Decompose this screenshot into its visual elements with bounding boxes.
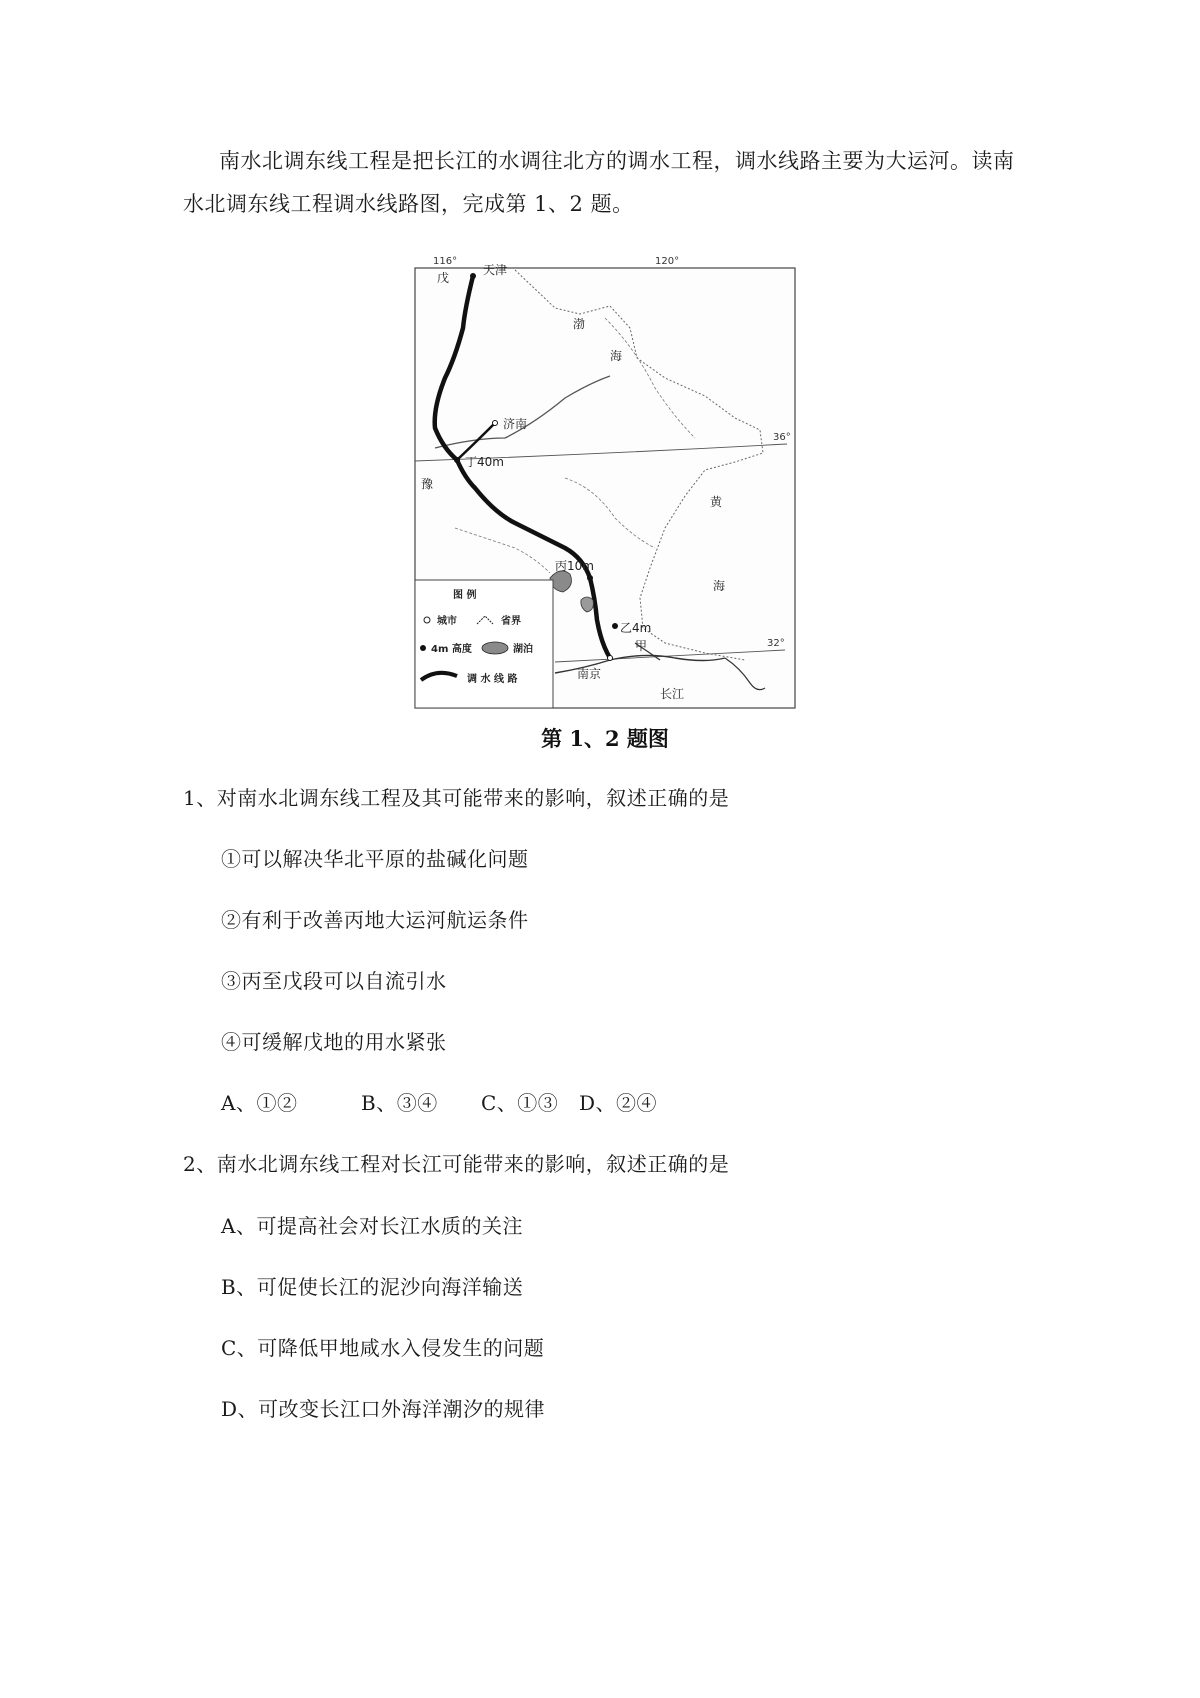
label-yi: 乙4m	[620, 621, 652, 635]
label-huanghai-1: 黄	[710, 495, 723, 509]
label-wu: 戊	[437, 271, 450, 285]
route-map-figure	[405, 248, 805, 718]
city-marker-bing	[587, 575, 593, 581]
label-tianjin: 天津	[483, 263, 508, 277]
label-jinan: 济南	[503, 417, 528, 431]
q2-stem: 2、南水北调东线工程对长江可能带来的影响，叙述正确的是	[183, 1152, 730, 1176]
lat-label-32: 32°	[767, 638, 785, 649]
lon-label-120: 120°	[655, 256, 680, 267]
lat-label-36: 36°	[773, 432, 791, 443]
legend-lake-label: 湖泊	[513, 644, 533, 655]
label-huanghai-2: 海	[713, 579, 726, 593]
q1-item-3: ③丙至戊段可以自流引水	[221, 969, 447, 993]
city-marker-tianjin	[470, 273, 476, 279]
q2-option-d: D、可改变长江口外海洋潮汐的规律	[221, 1397, 546, 1421]
city-marker-yi	[612, 623, 618, 629]
label-nanjing: 南京	[577, 667, 602, 681]
legend-route-label: 调 水 线 路	[467, 674, 518, 685]
label-changjiang: 长江	[660, 687, 685, 701]
route-map	[405, 248, 805, 718]
intro-paragraph: 南水北调东线工程是把长江的水调往北方的调水工程，调水线路主要为大运河。读南水北调东线工程调水线路图，完成第 1、2 题。	[183, 149, 1015, 216]
label-ding: 丁40m	[465, 455, 504, 469]
q1-stem: 1、对南水北调东线工程及其可能带来的影响，叙述正确的是	[183, 786, 730, 810]
label-bohai-1: 渤	[573, 317, 586, 331]
label-bohai-2: 海	[610, 349, 623, 363]
q1-item-4: ④可缓解戊地的用水紧张	[221, 1030, 447, 1054]
city-marker-jinan	[493, 421, 498, 426]
legend-lake-icon	[482, 642, 508, 654]
q1-option-a: A、①②	[221, 1091, 298, 1115]
city-marker-ding	[454, 457, 460, 463]
q1-option-b: B、③④	[361, 1091, 438, 1115]
q2-option-b: B、可促使长江的泥沙向海洋输送	[221, 1275, 524, 1299]
legend-title: 图 例	[453, 590, 477, 601]
q1-option-d: D、②④	[579, 1091, 658, 1115]
q1-item-1: ①可以解决华北平原的盐碱化问题	[221, 847, 529, 871]
label-yu: 豫	[421, 477, 434, 491]
lon-label-116: 116°	[433, 256, 458, 267]
q2-option-c: C、可降低甲地咸水入侵发生的问题	[221, 1336, 545, 1360]
q1-options	[221, 1088, 657, 1118]
legend-city-icon	[424, 617, 430, 623]
label-jia: 甲	[635, 639, 648, 653]
city-marker-nanjing	[608, 656, 613, 661]
legend-city-label: 城市	[437, 616, 457, 627]
figure-caption: 第 1、2 题图	[541, 726, 669, 751]
q1-option-c: C、①③	[481, 1091, 559, 1115]
label-bing: 丙10m	[555, 559, 594, 573]
legend-elevation-label: 4m 高度	[431, 644, 472, 655]
legend-elevation-icon	[420, 645, 426, 651]
q2-option-a: A、可提高社会对长江水质的关注	[221, 1214, 523, 1238]
q1-item-2: ②有利于改善丙地大运河航运条件	[221, 908, 529, 932]
legend-border-label: 省界	[501, 616, 521, 627]
